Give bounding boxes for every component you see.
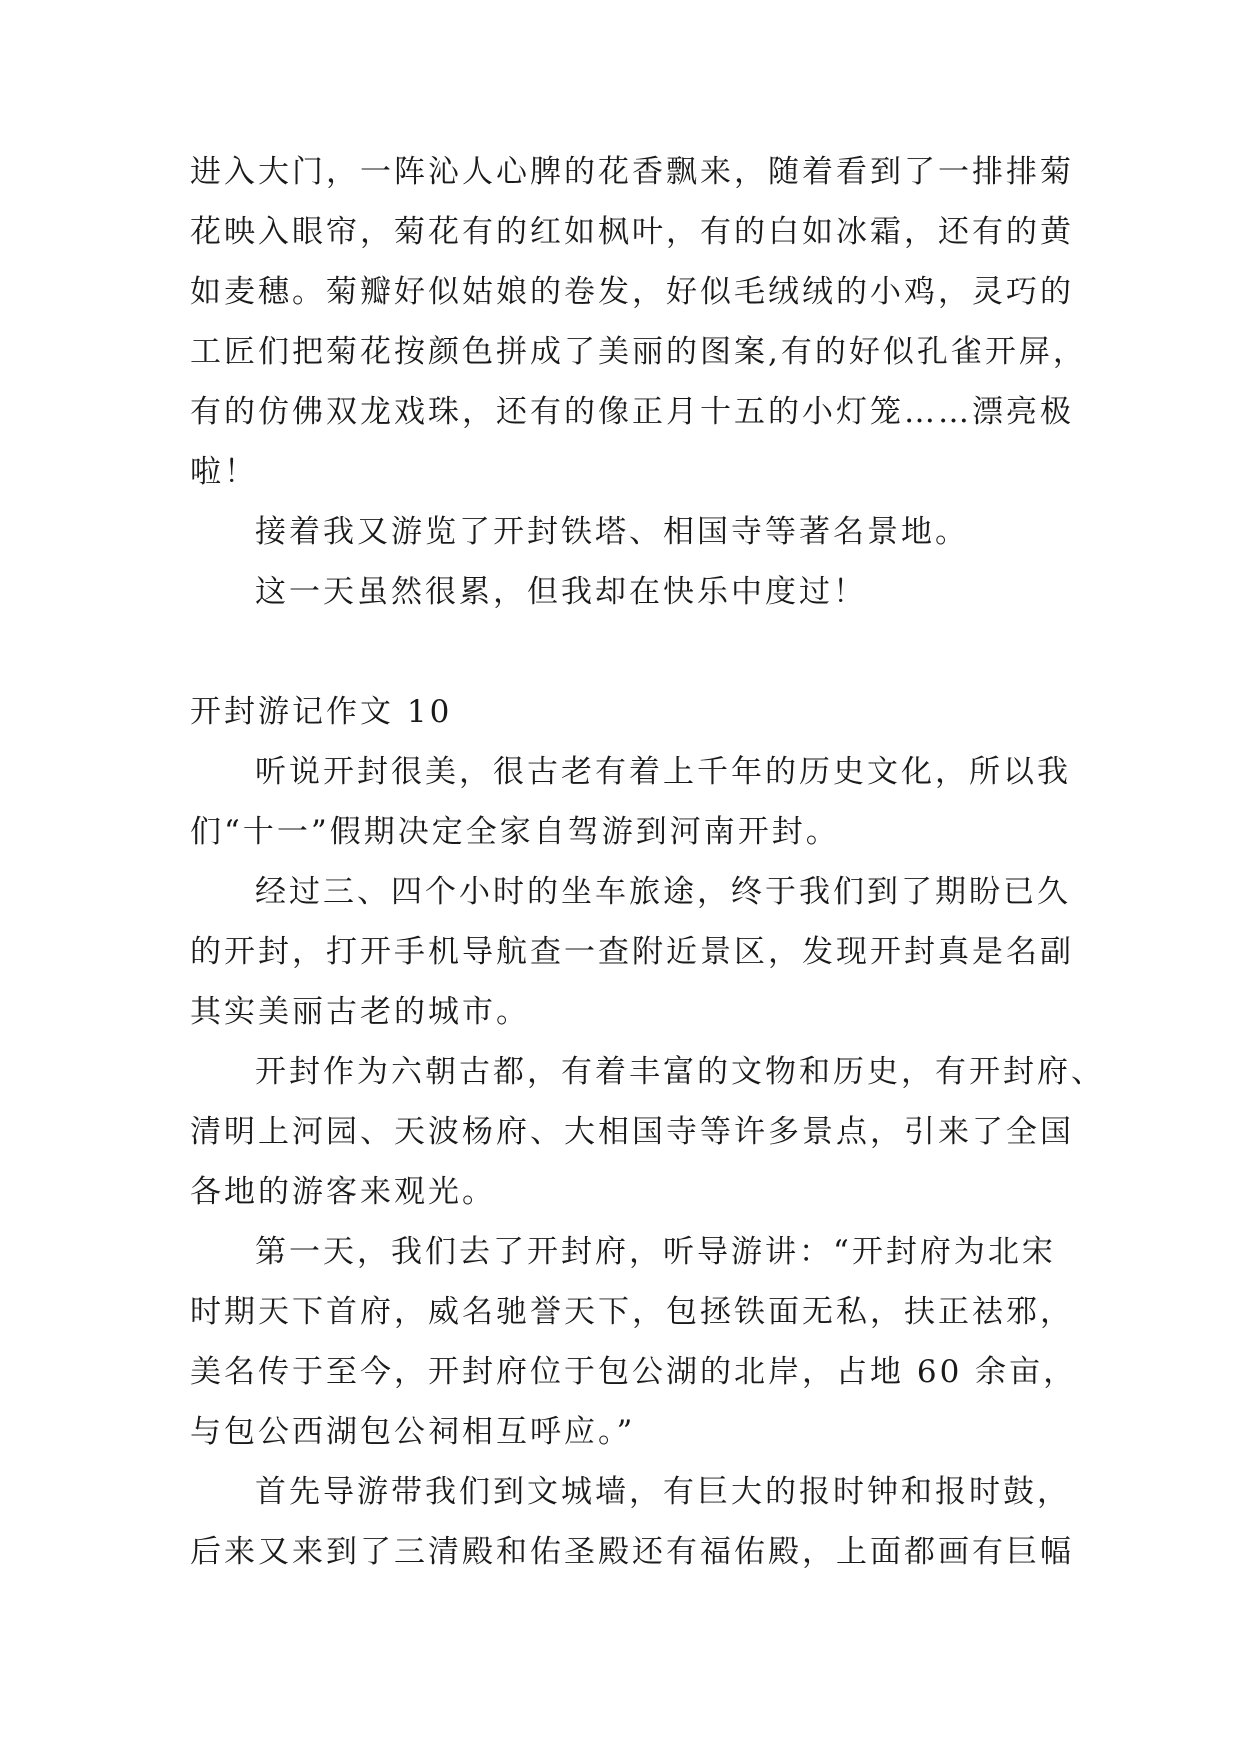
section-title: 开封游记作文 10: [190, 694, 453, 730]
text-line: 有的仿佛双龙戏珠，还有的像正月十五的小灯笼……漂亮极: [190, 394, 1074, 430]
text-line: 其实美丽古老的城市。: [190, 994, 530, 1030]
text-line: 花映入眼帘，菊花有的红如枫叶，有的白如冰霜，还有的黄: [190, 214, 1074, 250]
text-line: 这一天虽然很累，但我却在快乐中度过！: [255, 574, 867, 610]
text-line: 与包公西湖包公祠相互呼应。”: [190, 1414, 636, 1450]
text-line: 美名传于至今，开封府位于包公湖的北岸，占地 60 余亩，: [190, 1354, 1078, 1390]
text-line: 接着我又游览了开封铁塔、相国寺等著名景地。: [255, 514, 969, 550]
text-line: 各地的游客来观光。: [190, 1174, 496, 1210]
text-line: 开封作为六朝古都，有着丰富的文物和历史，有开封府、: [255, 1054, 1105, 1090]
text-line: 听说开封很美，很古老有着上千年的历史文化，所以我: [255, 754, 1071, 790]
text-line: 经过三、四个小时的坐车旅途，终于我们到了期盼已久: [255, 874, 1071, 910]
text-line: 工匠们把菊花按颜色拼成了美丽的图案,有的好似孔雀开屏，: [190, 334, 1087, 370]
text-line: 进入大门，一阵沁人心脾的花香飘来，随着看到了一排排菊: [190, 154, 1074, 190]
text-line: 们“十一”假期决定全家自驾游到河南开封。: [190, 814, 840, 850]
text-line: 啦！: [190, 454, 258, 490]
text-line: 清明上河园、天波杨府、大相国寺等许多景点，引来了全国: [190, 1114, 1074, 1150]
text-line: 第一天，我们去了开封府，听导游讲：“开封府为北宋: [255, 1234, 1056, 1270]
text-line: 如麦穗。菊瓣好似姑娘的卷发，好似毛绒绒的小鸡，灵巧的: [190, 274, 1074, 310]
text-line: 首先导游带我们到文城墙，有巨大的报时钟和报时鼓，: [255, 1474, 1071, 1510]
text-line: 时期天下首府，威名驰誉天下，包拯铁面无私，扶正祛邪，: [190, 1294, 1074, 1330]
text-line: 的开封，打开手机导航查一查附近景区，发现开封真是名副: [190, 934, 1074, 970]
text-line: 后来又来到了三清殿和佑圣殿还有福佑殿，上面都画有巨幅: [190, 1534, 1074, 1570]
